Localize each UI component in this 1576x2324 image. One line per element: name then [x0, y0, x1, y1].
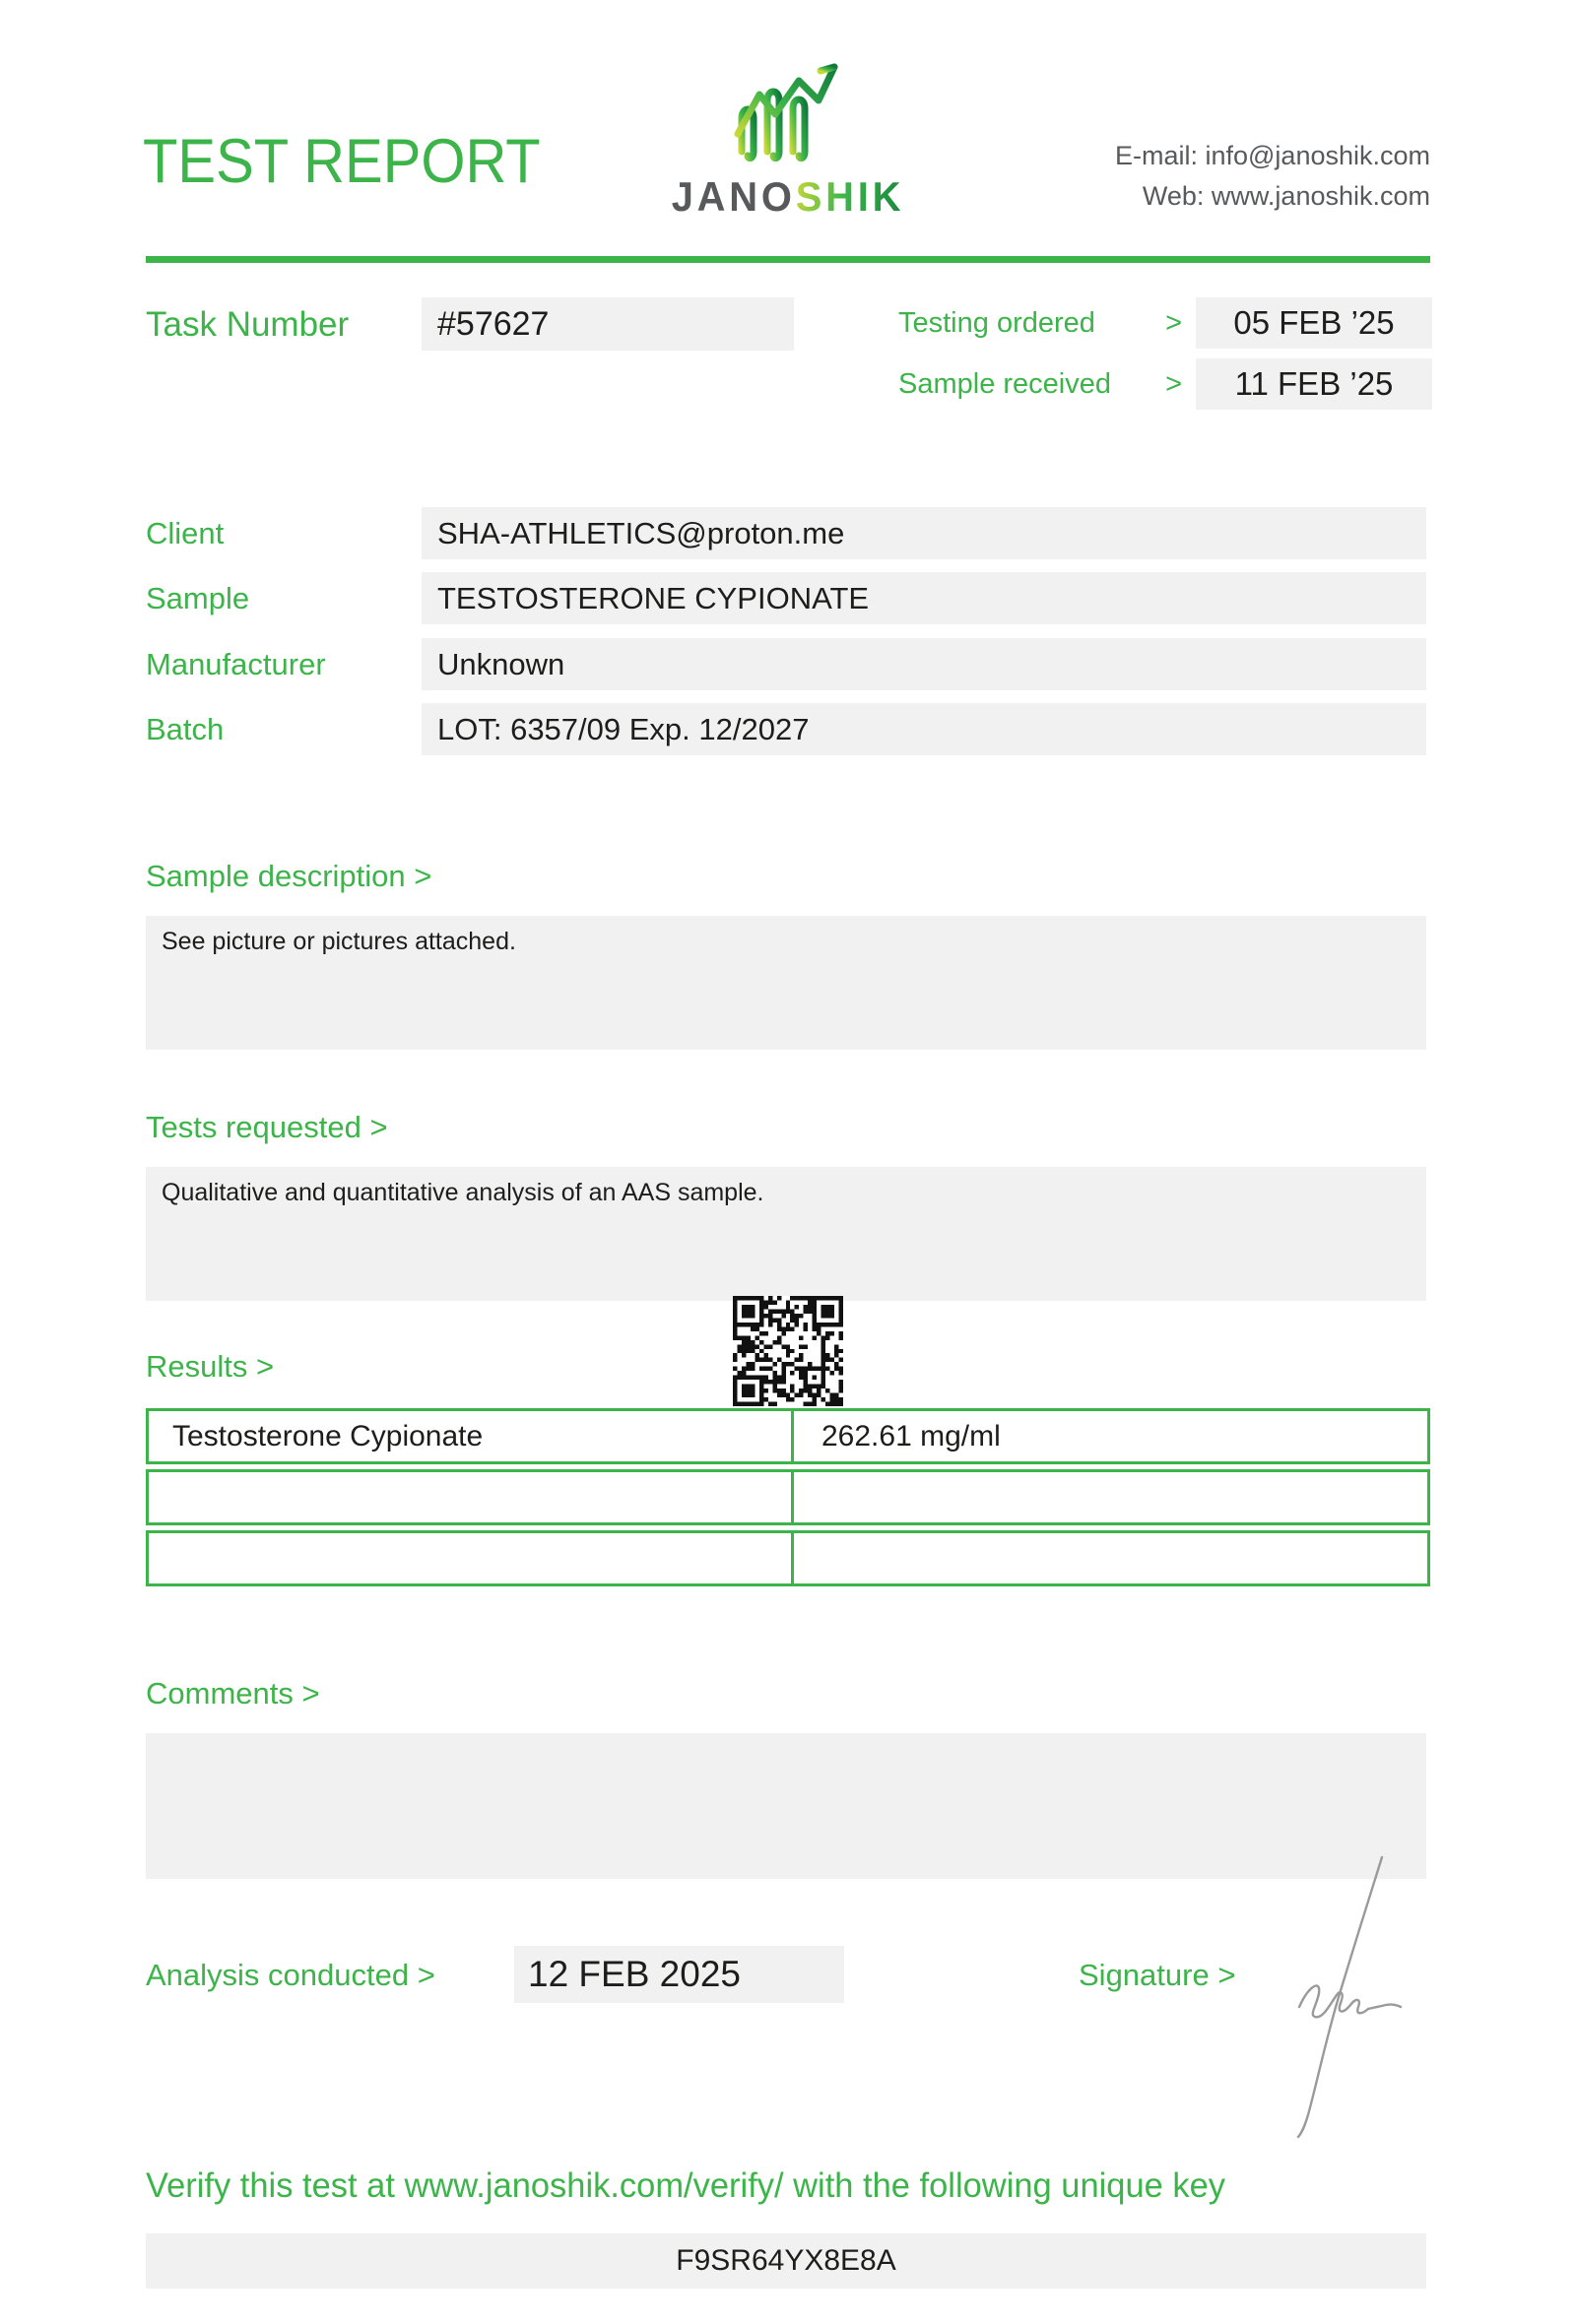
result-substance-cell [149, 1533, 794, 1583]
results-table-row [146, 1530, 1430, 1586]
manufacturer-value-box: Unknown [422, 638, 1426, 690]
verify-instruction-text: Verify this test at www.janoshik.com/verify/ with the following unique key [146, 2166, 1226, 2205]
brand-word-shik: SHIK [795, 173, 905, 220]
batch-label: Batch [146, 712, 225, 746]
email-label: E-mail: [1114, 141, 1198, 170]
testing-ordered-value-box: 05 FEB ’25 [1196, 297, 1432, 349]
sample-value-box: TESTOSTERONE CYPIONATE [422, 572, 1426, 624]
sample-label: Sample [146, 581, 250, 615]
growth-chart-icon [724, 57, 852, 173]
tests-requested-heading: Tests requested > [146, 1110, 388, 1144]
results-table-row [146, 1469, 1430, 1525]
sample-received-label: Sample received > [898, 358, 1182, 410]
result-value-cell [794, 1533, 1427, 1583]
task-number-value-box [422, 297, 794, 351]
brand-wordmark [620, 173, 956, 221]
comments-text [146, 1733, 1426, 1757]
result-value-cell [794, 1472, 1427, 1522]
comments-box [146, 1733, 1426, 1879]
analysis-date-box: 12 FEB 2025 [514, 1946, 844, 2003]
result-value-cell: 262.61 mg/ml [821, 1420, 1001, 1452]
task-number-value: #57627 [437, 305, 550, 343]
client-value-box: SHA-ATHLETICS@proton.me [422, 507, 1426, 559]
results-heading: Results > [146, 1349, 275, 1384]
brand-word-jano: JANO [671, 173, 796, 220]
result-substance-cell [149, 1472, 794, 1522]
chevron-right-icon: > [1165, 307, 1182, 339]
tests-requested-text: Qualitative and quantitative analysis of an AAS sample. [162, 1179, 764, 1206]
contact-block [1115, 136, 1430, 217]
email-value: info@janoshik.com [1205, 141, 1430, 170]
manufacturer-label: Manufacturer [146, 647, 326, 681]
contact-email-line [1115, 136, 1430, 176]
sample-description-box [146, 916, 1426, 1050]
sample-received-value-box: 11 FEB ’25 [1196, 358, 1432, 410]
comments-heading: Comments > [146, 1676, 320, 1711]
contact-web-line [1115, 176, 1430, 217]
signature-image [1266, 1849, 1433, 2145]
page-title: TEST REPORT [143, 127, 541, 196]
sample-description-heading: Sample description > [146, 859, 432, 893]
client-label: Client [146, 516, 225, 550]
verify-key-value: F9SR64YX8E8A [676, 2244, 896, 2277]
result-substance-cell: Testosterone Cypionate [149, 1411, 794, 1461]
signature-label: Signature > [1079, 1958, 1236, 1992]
batch-value-box: LOT: 6357/09 Exp. 12/2027 [422, 703, 1426, 755]
web-value: www.janoshik.com [1211, 181, 1430, 211]
tests-requested-box [146, 1167, 1426, 1301]
analysis-conducted-label: Analysis conducted > [146, 1958, 435, 1992]
results-table-row [146, 1408, 1430, 1464]
header-divider-rule [146, 256, 1430, 263]
verify-key-box [146, 2233, 1426, 2289]
sample-description-text: See picture or pictures attached. [162, 928, 516, 955]
testing-ordered-label: Testing ordered > [898, 297, 1182, 349]
qr-code [733, 1296, 843, 1406]
task-number-label: Task Number [146, 305, 350, 344]
web-label: Web: [1142, 181, 1205, 211]
chevron-right-icon: > [1165, 368, 1182, 400]
